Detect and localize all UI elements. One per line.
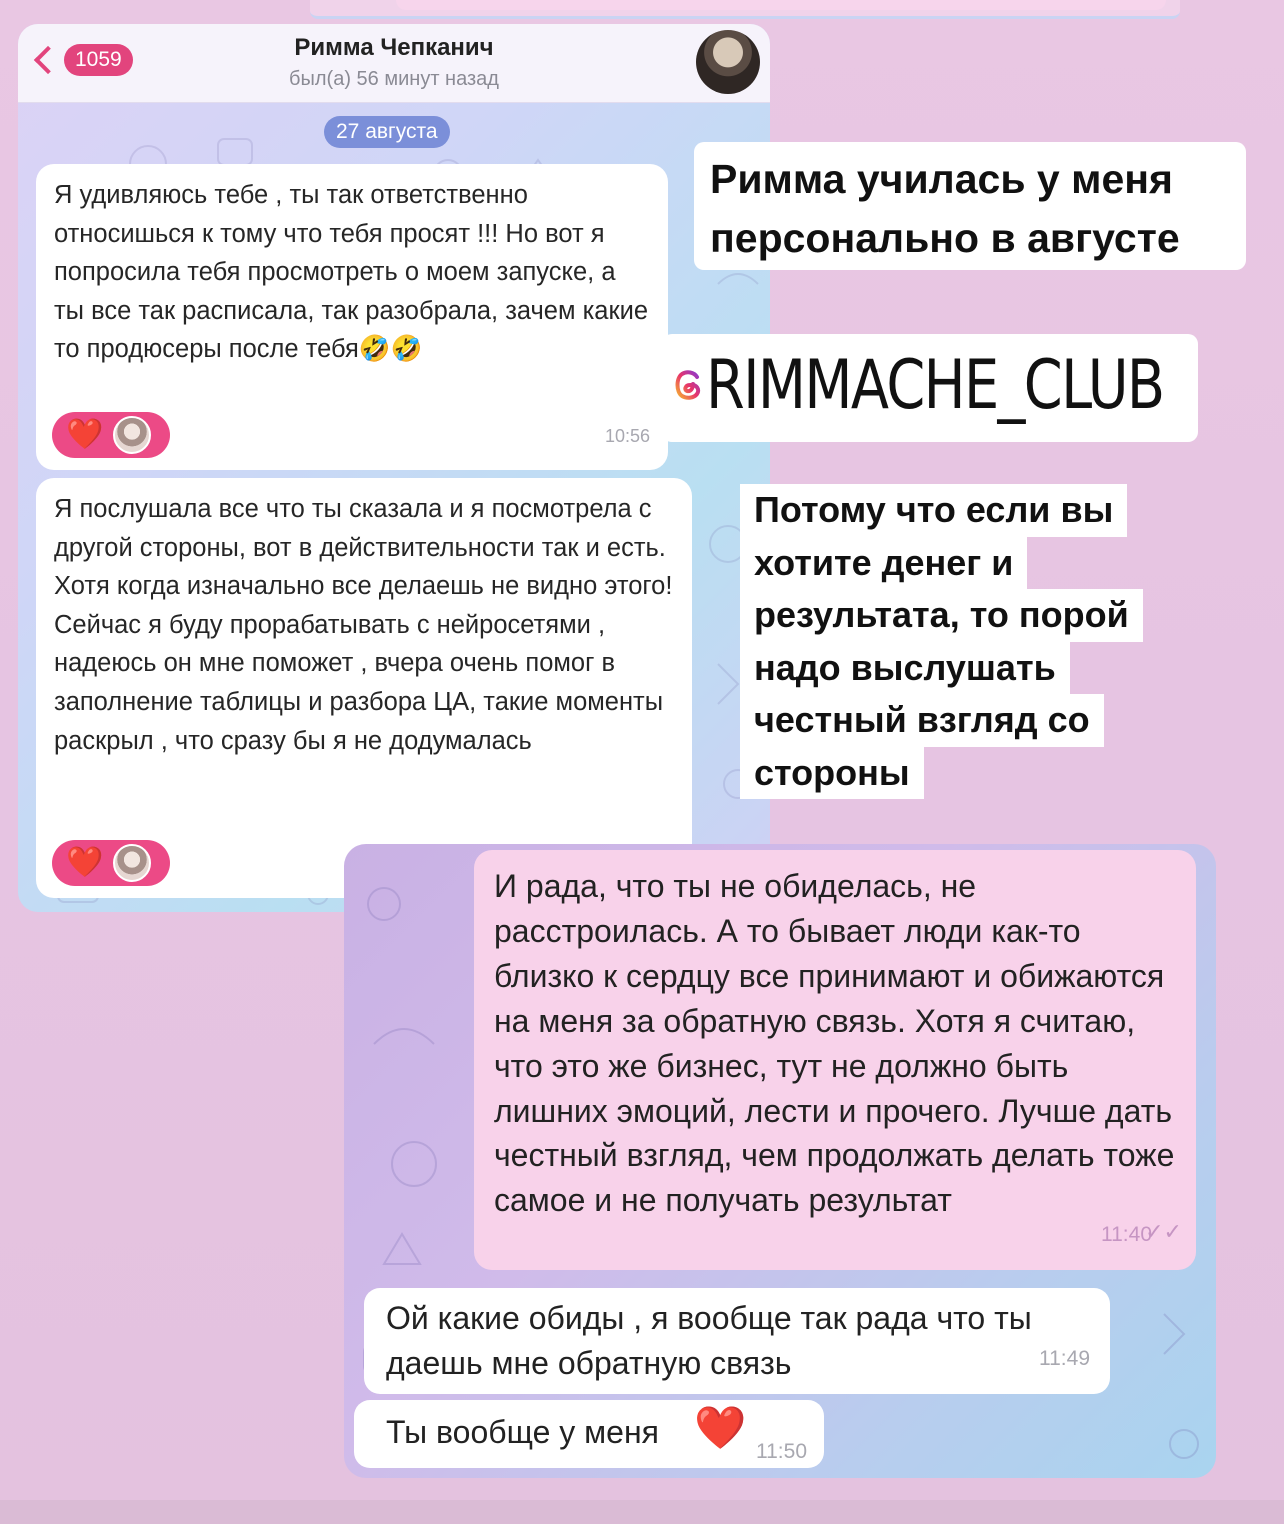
caption-line: хотите денег и bbox=[740, 537, 1027, 590]
chat-screenshot-2 bbox=[344, 844, 1216, 1478]
previous-story-edge bbox=[310, 0, 1180, 19]
caption-line: надо выслушать bbox=[740, 642, 1070, 695]
heart-icon: ❤️ bbox=[66, 846, 104, 879]
message-text: Я послушала все что ты сказала и я посмотрела с другой стороны, вот в действительности так и есть. Хотя когда изначально все делаешь не видно этого! Сейчас я буду прорабатывать с нейросетями , надеюсь он мне поможет , вчера очень помог в заполнение таблицы и разбора ЦА, такие моменты раскрыл , что сразу бы я не додумалась bbox=[54, 495, 673, 755]
story-title bbox=[694, 142, 1246, 270]
message-text: Ты вообще у меня bbox=[386, 1414, 659, 1450]
incoming-message[interactable] bbox=[36, 478, 692, 898]
caption-line: стороны bbox=[740, 747, 924, 800]
reactor-avatar bbox=[113, 416, 151, 454]
heart-icon: ❤️ bbox=[694, 1404, 747, 1451]
story-title-line: персонально в августе bbox=[710, 215, 1180, 261]
caption-line: результата, то порой bbox=[740, 589, 1143, 642]
outgoing-message[interactable] bbox=[474, 850, 1196, 1270]
double-check-icon: ✓✓ bbox=[1145, 1219, 1182, 1245]
reactor-avatar bbox=[113, 844, 151, 882]
chat-header bbox=[18, 24, 770, 103]
bottom-edge bbox=[0, 1500, 1284, 1524]
message-text: Ой какие обиды , я вообще так рада что ты даешь мне обратную связь bbox=[386, 1300, 1032, 1381]
chat-title[interactable]: Римма Чепканич bbox=[294, 34, 494, 61]
chat-last-seen: был(а) 56 минут назад bbox=[289, 68, 499, 90]
incoming-message[interactable] bbox=[354, 1400, 824, 1468]
reaction-chip[interactable] bbox=[52, 840, 170, 886]
message-time: 11:50 bbox=[756, 1440, 807, 1463]
caption-line: Потому что если вы bbox=[740, 484, 1127, 537]
caption-line: честный взгляд со bbox=[740, 694, 1104, 747]
date-separator: 27 августа bbox=[324, 116, 450, 148]
story-title-line: Римма училась у меня bbox=[710, 156, 1173, 202]
previous-story-bubble-edge bbox=[396, 0, 1166, 10]
message-text: Я удивляюсь тебе , ты так ответственно относишься к тому что тебя просят !!! Но вот я попросила тебя просмотреть о моем запуске, а ты все так расписала, так разобрала, зачем какие то продюсеры после тебя🤣🤣 bbox=[54, 181, 649, 364]
reaction-chip[interactable] bbox=[52, 412, 170, 458]
account-handle bbox=[662, 334, 1198, 442]
message-time: 11:49 bbox=[1039, 1347, 1090, 1371]
chat-screenshot-1 bbox=[18, 24, 770, 912]
unread-count-badge: 1059 bbox=[64, 44, 133, 76]
contact-avatar[interactable] bbox=[696, 30, 760, 94]
handle-text: RIMMACHE_CLUB bbox=[706, 346, 1164, 425]
message-text: И рада, что ты не обиделась, не расстроилась. А то бывает люди как-то близко к сердцу все принимают и обижаются на меня за обратную связь. Хотя я считаю, что это же бизнес, тут не должно быть лишних эмоций, лести и прочего. Лучше дать честный взгляд, чем продолжать делать тоже самое и не получать результат bbox=[494, 868, 1175, 1219]
story-caption bbox=[740, 484, 1143, 799]
incoming-message[interactable] bbox=[364, 1288, 1110, 1394]
incoming-message[interactable] bbox=[36, 164, 668, 470]
threads-icon bbox=[672, 368, 706, 402]
message-time: 11:40 bbox=[1101, 1223, 1152, 1247]
message-time: 10:56 bbox=[604, 426, 650, 447]
heart-icon: ❤️ bbox=[66, 418, 104, 451]
